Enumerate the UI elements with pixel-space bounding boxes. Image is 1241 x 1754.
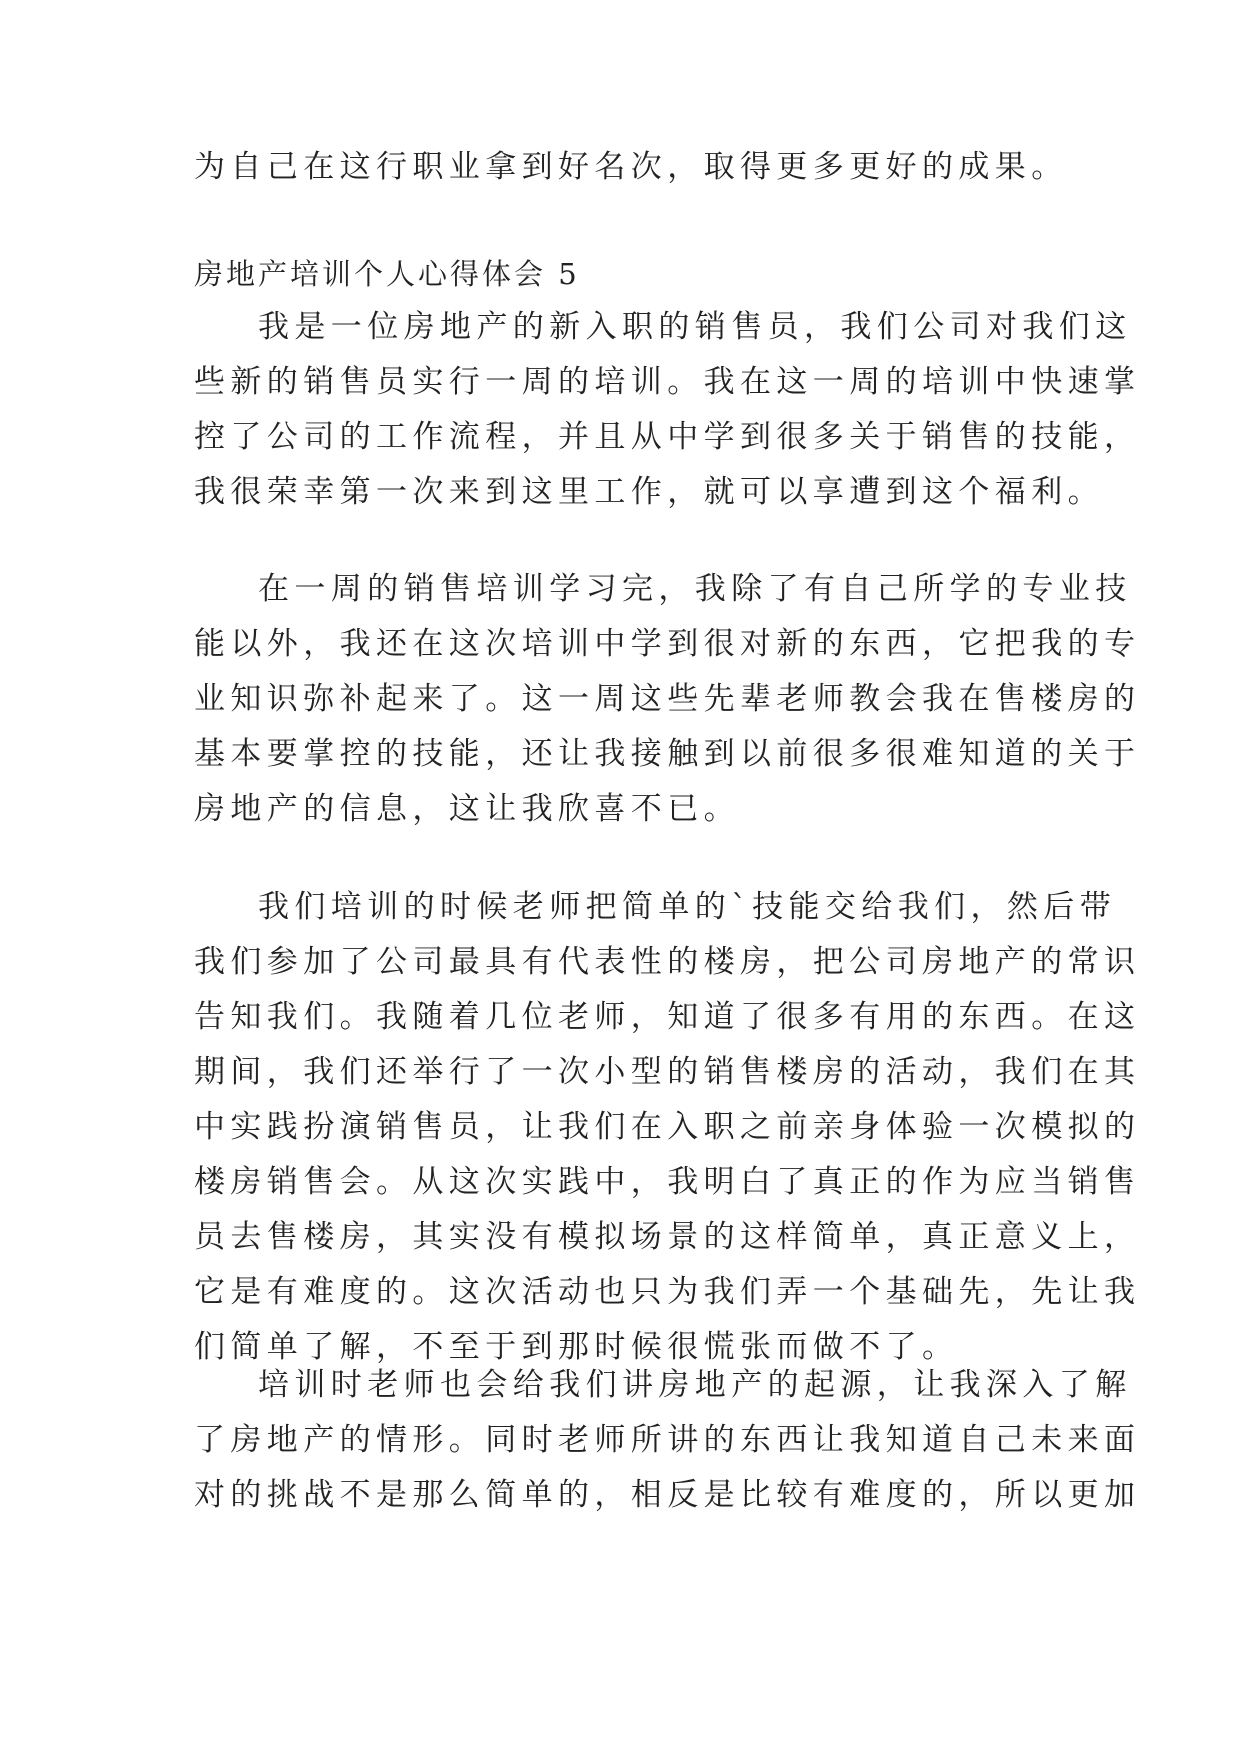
text-line: 能以外，我还在这次培训中学到很对新的东西，它把我的专 [194, 626, 1141, 662]
text-line: 为自己在这行职业拿到好名次，取得更多更好的成果。 [194, 149, 1068, 185]
paragraph-2 [194, 562, 1141, 837]
text-line: 期间，我们还举行了一次小型的销售楼房的活动，我们在其 [194, 1054, 1141, 1090]
text-line: 们简单了解，不至于到那时候很慌张而做不了。 [194, 1329, 959, 1365]
text-line: 了房地产的情形。同时老师所讲的东西让我知道自己未来面 [194, 1422, 1141, 1458]
text-line: 些新的销售员实行一周的培训。我在这一周的培训中快速掌 [194, 364, 1141, 400]
text-line: 告知我们。我随着几位老师，知道了很多有用的东西。在这 [194, 999, 1141, 1035]
text-line: 对的挑战不是那么简单的，相反是比较有难度的，所以更加 [194, 1477, 1141, 1513]
text-line: 楼房销售会。从这次实践中，我明白了真正的作为应当销售 [194, 1164, 1141, 1200]
text-line: 我们参加了公司最具有代表性的楼房，把公司房地产的常识 [194, 944, 1141, 980]
text-line: 我是一位房地产的新入职的销售员，我们公司对我们这 [258, 309, 1132, 345]
heading-text: 房地产培训个人心得体会 5 [194, 257, 580, 291]
text-line: 房地产的信息，这让我欣喜不已。 [194, 791, 740, 827]
text-line: 业知识弥补起来了。这一周这些先辈老师教会我在售楼房的 [194, 681, 1141, 717]
paragraph-3 [194, 880, 1141, 1375]
paragraph-1 [194, 300, 1141, 520]
text-line: 培训时老师也会给我们讲房地产的起源，让我深入了解 [258, 1367, 1132, 1403]
text-line: 基本要掌控的技能，还让我接触到以前很多很难知道的关于 [194, 736, 1141, 772]
section-heading [194, 247, 1054, 302]
text-line: 我们培训的时候老师把简单的`技能交给我们，然后带 [258, 889, 1117, 925]
text-line: 控了公司的工作流程，并且从中学到很多关于销售的技能， [194, 419, 1141, 455]
text-line: 我很荣幸第一次来到这里工作，就可以享遭到这个福利。 [194, 474, 1104, 510]
text-line: 在一周的销售培训学习完，我除了有自己所学的专业技 [258, 571, 1132, 607]
text-line: 员去售楼房，其实没有模拟场景的这样简单，真正意义上， [194, 1219, 1141, 1255]
paragraph-4 [194, 1358, 1141, 1523]
text-line: 中实践扮演销售员，让我们在入职之前亲身体验一次模拟的 [194, 1109, 1141, 1145]
top-line [194, 140, 1068, 195]
text-line: 它是有难度的。这次活动也只为我们弄一个基础先，先让我 [194, 1274, 1141, 1310]
